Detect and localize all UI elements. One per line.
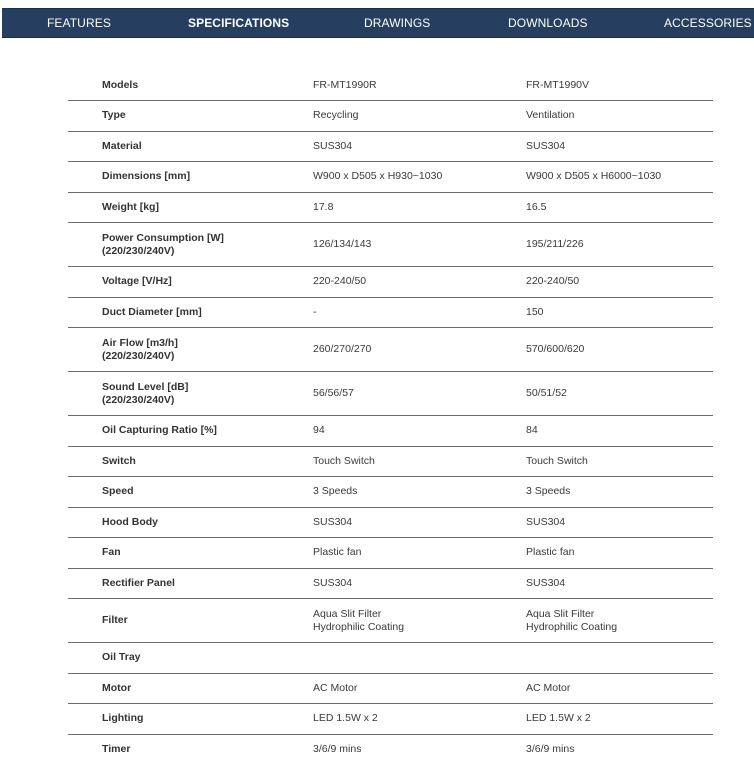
spec-value-model-r: 260/270/270	[313, 343, 372, 355]
spec-value-model-r: Touch Switch	[313, 454, 375, 467]
spec-row-air-flow	[68, 328, 713, 372]
spec-row-material	[68, 132, 713, 163]
spec-value-model-r: Recycling	[313, 109, 359, 122]
spec-label: Timer	[102, 743, 131, 756]
spec-label: Motor	[102, 681, 132, 694]
spec-value-model-r: AC Motor	[313, 681, 358, 694]
spec-row-type	[68, 101, 713, 132]
spec-row-lighting	[68, 704, 713, 735]
spec-value-model-v: 570/600/620	[526, 343, 585, 355]
spec-label: Weight [kg]	[102, 200, 159, 213]
tab-bar	[2, 8, 754, 38]
spec-value-model-v: SUS304	[526, 139, 566, 152]
spec-value-model-v: Aqua Slit Filter Hydrophilic Coating	[526, 607, 618, 633]
spec-label: Dimensions [mm]	[102, 170, 191, 183]
spec-value-model-v: Plastic fan	[526, 546, 575, 559]
spec-value-model-v: LED 1.5W x 2	[526, 712, 591, 725]
spec-value-model-r: W900 x D505 x H930~1030	[313, 170, 443, 183]
spec-label: Speed	[102, 485, 134, 498]
spec-value-model-v: 3 Speeds	[526, 485, 571, 498]
spec-label: Type	[102, 109, 126, 122]
spec-row-models	[68, 71, 713, 101]
spec-value-model-r: SUS304	[313, 515, 353, 528]
spec-value-model-r: 56/56/57	[313, 387, 354, 399]
spec-row-power-consumption	[68, 223, 713, 267]
spec-label: Filter	[102, 614, 128, 626]
tab-drawings[interactable]: DRAWINGS	[364, 16, 431, 30]
spec-row-voltage	[68, 267, 713, 298]
tab-specifications[interactable]: SPECIFICATIONS	[188, 16, 290, 30]
spec-label: Air Flow [m3/h] (220/230/240V)	[102, 336, 178, 362]
spec-row-speed	[68, 477, 713, 508]
spec-value-model-v: 3/6/9 mins	[526, 743, 575, 756]
spec-row-oil-capturing-ratio	[68, 416, 713, 447]
spec-value-model-r: Plastic fan	[313, 546, 362, 559]
spec-row-switch	[68, 447, 713, 478]
tab-downloads[interactable]: DOWNLOADS	[508, 16, 588, 30]
spec-label: Fan	[102, 546, 121, 559]
spec-label: Sound Level [dB] (220/230/240V)	[102, 380, 189, 406]
spec-label: Oil Capturing Ratio [%]	[102, 424, 217, 437]
spec-value-model-r: -	[313, 305, 317, 318]
spec-value-model-r: 17.8	[313, 200, 334, 213]
spec-value-model-v: 220-240/50	[526, 275, 580, 288]
spec-value-model-r: 94	[313, 424, 325, 437]
spec-label: Oil Tray	[102, 651, 141, 664]
spec-value-model-v: Ventilation	[526, 109, 575, 122]
spec-label: Material	[102, 139, 142, 152]
spec-value-model-v: AC Motor	[526, 681, 571, 694]
tab-accessories[interactable]: ACCESSORIES	[664, 16, 752, 30]
spec-value-model-v: SUS304	[526, 515, 566, 528]
spec-label: Duct Diameter [mm]	[102, 305, 202, 318]
spec-label: Models	[102, 79, 139, 91]
spec-row-rectifier-panel	[68, 569, 713, 600]
spec-value-model-r: 220-240/50	[313, 275, 367, 288]
spec-value-model-r: LED 1.5W x 2	[313, 712, 378, 725]
spec-row-sound-level	[68, 372, 713, 416]
spec-value-model-r: FR-MT1990R	[313, 79, 377, 91]
spec-value-model-v: Touch Switch	[526, 454, 588, 467]
spec-value-model-v: 195/211/226	[526, 238, 584, 250]
spec-row-filter	[68, 599, 713, 643]
spec-value-model-r: SUS304	[313, 576, 353, 589]
spec-value-model-v: 16.5	[526, 200, 547, 213]
spec-value-model-v: W900 x D505 x H6000~1030	[526, 170, 662, 183]
spec-value-model-v: 50/51/52	[526, 387, 567, 399]
spec-value-model-r: Aqua Slit Filter Hydrophilic Coating	[313, 607, 405, 633]
spec-row-hood-body	[68, 508, 713, 539]
spec-value-model-v: 84	[526, 424, 538, 437]
tab-features[interactable]: FEATURES	[47, 16, 111, 30]
spec-value-model-r: SUS304	[313, 139, 353, 152]
spec-label: Voltage [V/Hz]	[102, 275, 172, 288]
spec-value-model-v: 150	[526, 305, 544, 318]
spec-row-dimensions	[68, 162, 713, 193]
spec-label: Hood Body	[102, 515, 158, 528]
spec-row-duct-diameter	[68, 298, 713, 329]
spec-row-motor	[68, 674, 713, 705]
spec-value-model-r: 126/134/143	[313, 238, 372, 250]
spec-value-model-v: SUS304	[526, 576, 566, 589]
spec-label: Switch	[102, 454, 136, 467]
specifications-table	[68, 71, 713, 765]
spec-label: Power Consumption [W] (220/230/240V)	[102, 231, 224, 257]
spec-label: Rectifier Panel	[102, 576, 175, 589]
spec-row-fan	[68, 538, 713, 569]
spec-row-oil-tray	[68, 643, 713, 674]
spec-label: Lighting	[102, 712, 144, 725]
spec-row-weight	[68, 193, 713, 224]
spec-value-model-r: 3/6/9 mins	[313, 743, 362, 756]
spec-value-model-r: 3 Speeds	[313, 485, 358, 498]
spec-value-model-v: FR-MT1990V	[526, 79, 590, 91]
spec-row-timer	[68, 735, 713, 766]
